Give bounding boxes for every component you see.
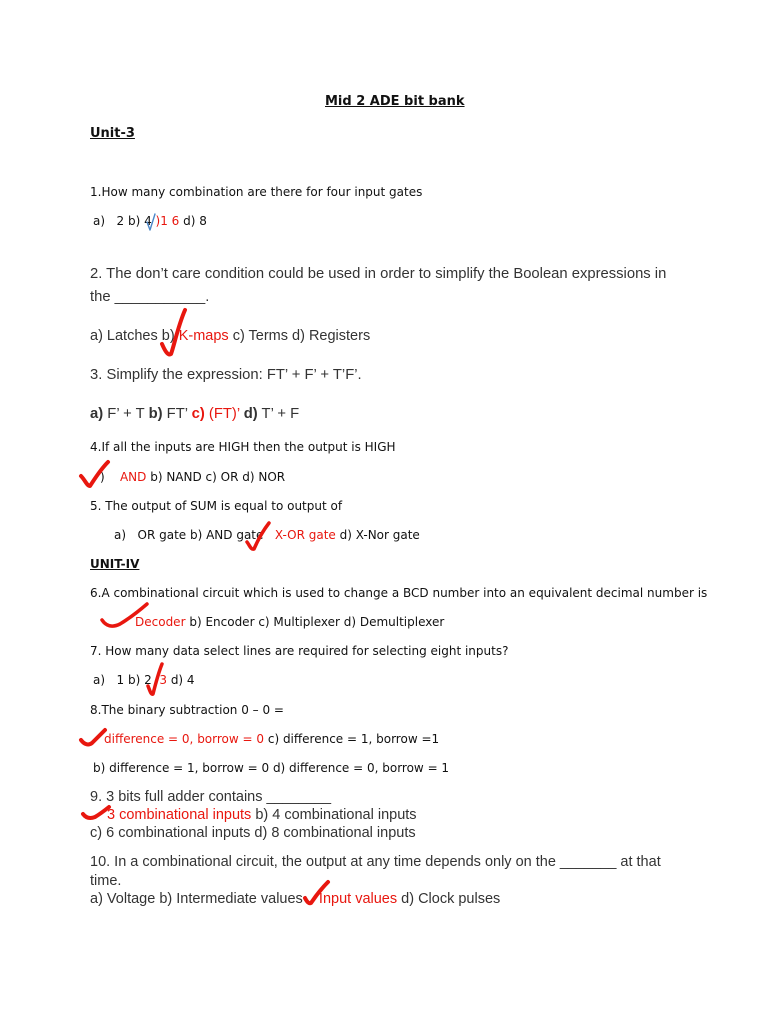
q10-opt-ab: a) Voltage b) Intermediate values [90, 891, 303, 907]
q4-options [100, 470, 285, 484]
q1-correct-answer: )1 6 [155, 214, 180, 228]
q3-correct-answer: (FT)’ [208, 406, 240, 422]
q3-a-text: F’ + T [107, 406, 145, 422]
q1-tick-mark [144, 212, 158, 234]
q5-opt-a-label: a) [114, 528, 127, 542]
q3-b-text: FT’ [166, 406, 188, 422]
q9-options-line3: c) 6 combinational inputs d) 8 combinational inputs [90, 825, 416, 841]
q4-question: 4.If all the inputs are HIGH then the output is HIGH [90, 440, 396, 454]
q4-tick-mark [78, 458, 112, 492]
q6-options [135, 615, 444, 629]
q2-question-line1: 2. The don’t care condition could be used in order to simplify the Boolean expressions in [90, 266, 667, 282]
q7-opt-rest: d) 4 [170, 673, 195, 687]
q6-correct-answer: Decoder [135, 615, 186, 629]
unit-3-heading: Unit-3 [90, 126, 135, 141]
q9-options [107, 807, 417, 823]
q8-options [104, 732, 439, 746]
q3-d-label: d) [243, 406, 258, 422]
q1-question: 1.How many combination are there for four input gates [90, 185, 423, 199]
q7-opt-a-label: a) [93, 673, 106, 687]
q10-correct-answer: Input values [318, 891, 398, 907]
q6-question: 6.A combinational circuit which is used to change a BCD number into an equivalent decimal number is [90, 586, 708, 600]
q10-options [90, 891, 500, 907]
q2-correct-prefix: b) [161, 328, 175, 344]
q3-options [90, 406, 299, 422]
q10-tick-mark [302, 878, 332, 910]
q5-tick-mark [244, 518, 274, 554]
q6-tick-mark [98, 600, 152, 634]
q7-correct-answer: 3 [159, 673, 167, 687]
page-title: Mid 2 ADE bit bank [325, 94, 465, 109]
q3-b-label: b) [148, 406, 163, 422]
q9-tick-mark [80, 804, 112, 824]
q10-opt-rest: d) Clock pulses [401, 891, 501, 907]
q10-question-line2: time. [90, 873, 122, 889]
q4-opt-rest: b) NAND c) OR d) NOR [150, 470, 286, 484]
q3-question: 3. Simplify the expression: FT’ + F’ + T’F’. [90, 367, 362, 383]
q7-opt-a: 1 b) 2 [116, 673, 152, 687]
q3-d-text: T’ + F [261, 406, 300, 422]
q9-question: 9. 3 bits full adder contains ________ [90, 789, 332, 805]
q8-tick-mark [78, 726, 108, 750]
q2-opt-a: a) Latches [90, 328, 158, 344]
q5-opt-a: OR gate b) AND gate [137, 528, 264, 542]
q2-question-line2: the ___________. [90, 289, 210, 305]
q6-opt-rest: b) Encoder c) Multiplexer d) Demultiplexer [189, 615, 445, 629]
q8-question: 8.The binary subtraction 0 – 0 = [90, 703, 284, 717]
q10-question-line1: 10. In a combinational circuit, the output at any time depends only on the _______ at that [90, 854, 661, 870]
q4-correct-answer: AND [119, 470, 147, 484]
q3-a-label: a) [90, 406, 104, 422]
unit-4-heading: UNIT-IV [90, 557, 140, 571]
q8-options-line2: b) difference = 1, borrow = 0 d) difference = 0, borrow = 1 [93, 761, 450, 775]
q5-correct-answer: X-OR gate [274, 528, 336, 542]
q1-opt-rest: d) 8 [183, 214, 207, 228]
q9-opt-b: b) 4 combinational inputs [255, 807, 417, 823]
q2-opt-rest: c) Terms d) Registers [232, 328, 371, 344]
q1-opt-a-label: a) [93, 214, 106, 228]
q1-opt-a: 2 b) 4 [116, 214, 152, 228]
q5-opt-rest: d) X-Nor gate [339, 528, 420, 542]
q3-c-label: c) [191, 406, 205, 422]
q8-opt-c: c) difference = 1, borrow =1 [267, 732, 440, 746]
q2-options [90, 328, 370, 344]
q2-correct-answer: K-maps [178, 328, 229, 344]
q9-correct-answer: 3 combinational inputs [107, 807, 252, 823]
q7-tick-mark [144, 660, 166, 700]
q8-correct-answer: difference = 0, borrow = 0 [104, 732, 265, 746]
q4-correct-prefix: ) [100, 470, 105, 484]
q5-question: 5. The output of SUM is equal to output of [90, 499, 343, 513]
q7-question: 7. How many data select lines are required for selecting eight inputs? [90, 644, 509, 658]
q2-tick-mark [156, 304, 190, 360]
